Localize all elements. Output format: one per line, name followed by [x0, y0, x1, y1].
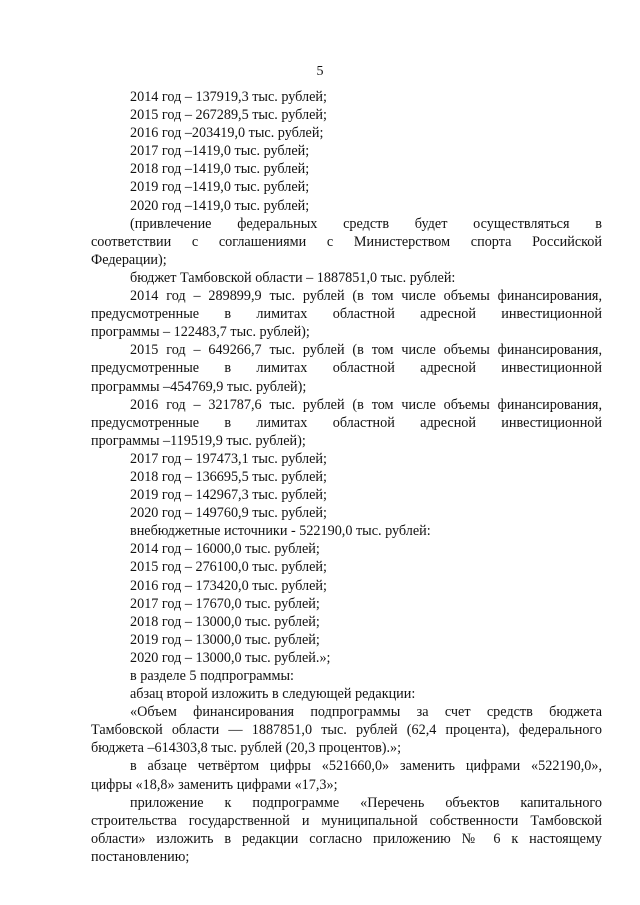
text-line: программы –454769,9 тыс. рублей); [91, 378, 307, 395]
text-line: 2018 год – 136695,5 тыс. рублей; [130, 468, 327, 485]
text-line: программы – 122483,7 тыс. рублей); [91, 324, 310, 341]
text-line: 2014 год – 16000,0 тыс. рублей; [130, 541, 320, 558]
text-line: «Объем финансирования подпрограммы за счет средств бюджета [130, 704, 602, 721]
text-line: предусмотренные в лимитах областной адресной инвестиционной [91, 306, 602, 323]
text-line: 2016 год – 173420,0 тыс. рублей; [130, 577, 327, 594]
text-line: цифры «18,8» заменить цифрами «17,3»; [91, 776, 338, 793]
text-line: внебюджетные источники - 522190,0 тыс. рублей: [130, 523, 431, 540]
text-line: 2015 год – 276100,0 тыс. рублей; [130, 559, 327, 576]
text-line: абзац второй изложить в следующей редакции: [130, 686, 416, 703]
text-line: 2018 год – 13000,0 тыс. рублей; [130, 613, 320, 630]
text-line: 2020 год – 13000,0 тыс. рублей.»; [130, 649, 331, 666]
text-line: строительства государственной и муниципальной собственности Тамбовской [91, 812, 602, 829]
text-line: 2015 год – 267289,5 тыс. рублей; [130, 107, 327, 124]
text-line: предусмотренные в лимитах областной адресной инвестиционной [91, 414, 602, 431]
text-line: 2015 год – 649266,7 тыс. рублей (в том числе объемы финансирования, [130, 342, 602, 359]
text-line: 2014 год – 289899,9 тыс. рублей (в том числе объемы финансирования, [130, 288, 602, 305]
text-line: постановлению; [91, 848, 190, 865]
text-line: Федерации); [91, 251, 167, 268]
text-line: 2017 год – 17670,0 тыс. рублей; [130, 595, 320, 612]
text-line: 2017 год –1419,0 тыс. рублей; [130, 143, 310, 160]
text-line: в разделе 5 подпрограммы: [130, 668, 294, 684]
text-line: 2014 год – 137919,3 тыс. рублей; [130, 89, 327, 105]
text-line: программы –119519,9 тыс. рублей); [91, 432, 306, 449]
text-line: в абзаце четвёртом цифры «521660,0» заменить цифрами «522190,0», [130, 758, 602, 775]
text-line: 2019 год – 13000,0 тыс. рублей; [130, 631, 320, 648]
text-line: приложение к подпрограмме «Перечень объектов капитального [130, 794, 602, 811]
text-line: соответствии с соглашениями с Министерством спорта Российской [91, 233, 602, 250]
text-line: Тамбовской области — 1887851,0 тыс. рублей (62,4 процента), федерального [91, 722, 602, 739]
text-line: 2020 год – 149760,9 тыс. рублей; [130, 505, 327, 522]
text-line: 2016 год – 321787,6 тыс. рублей (в том числе объемы финансирования, [130, 396, 602, 413]
text-line: бюджета –614303,8 тыс. рублей (20,3 процентов).»; [91, 740, 402, 757]
text-line: 2020 год –1419,0 тыс. рублей; [130, 197, 310, 214]
text-line: бюджет Тамбовской области – 1887851,0 тыс. рублей: [130, 269, 456, 286]
text-line: предусмотренные в лимитах областной адресной инвестиционной [91, 360, 602, 377]
text-line: (привлечение федеральных средств будет осуществляться в [130, 215, 602, 232]
page-number: 5 [316, 64, 324, 79]
text-line: 2017 год – 197473,1 тыс. рублей; [130, 450, 327, 467]
text-line: 2019 год – 142967,3 тыс. рублей; [130, 487, 327, 504]
text-line: 2018 год –1419,0 тыс. рублей; [130, 161, 310, 178]
text-line: 2019 год –1419,0 тыс. рублей; [130, 179, 310, 196]
text-line: области» изложить в редакции согласно приложению № 6 к настоящему [91, 830, 602, 847]
document-body [91, 88, 602, 866]
text-line: 2016 год –203419,0 тыс. рублей; [130, 125, 324, 142]
